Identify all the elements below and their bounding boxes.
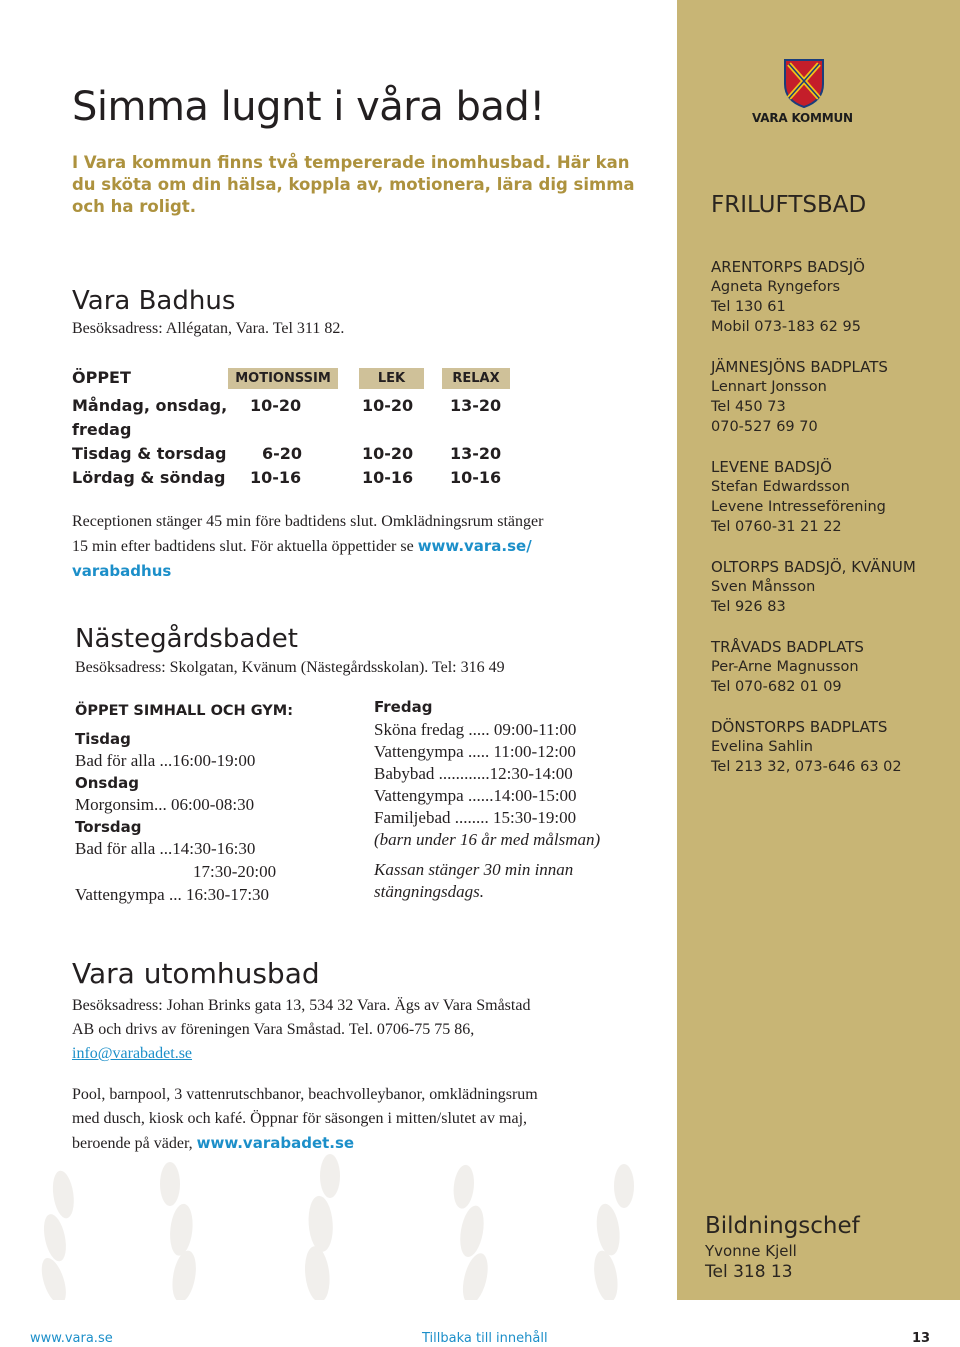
intro-text: I Vara kommun finns två tempererade inomhusbad. Här kan du sköta om din hälsa, koppla av, motionera, lära dig simma och ha roligt. — [72, 153, 635, 216]
schedule-entry: Morgonsim... 06:00-08:30 — [75, 795, 255, 814]
chef-phone: Tel 318 13 — [705, 1262, 793, 1282]
badhus-note-line — [72, 534, 672, 559]
utomhus-line: AB och drivs av föreningen Vara Småstad. Tel. 0706-75 75 86, — [72, 1021, 475, 1038]
utomhus-line: Besöksadress: Johan Brinks gata 13, 534 32 Vara. Ägs av Vara Småstad — [72, 997, 531, 1014]
gym-heading: ÖPPET SIMHALL OCH GYM: — [75, 703, 294, 719]
schedule-entry: Familjebad ........ 15:30-19:00 — [374, 808, 577, 827]
schedule-value: 10-16 — [250, 468, 302, 487]
place-line: Agneta Ryngefors — [711, 279, 841, 295]
place-line: Tel 926 83 — [711, 599, 786, 615]
badhus-address: Besöksadress: Allégatan, Vara. Tel 311 82. — [72, 320, 345, 337]
chef-title: Bildningschef — [705, 1213, 860, 1239]
place-line: Tel 450 73 — [711, 399, 786, 415]
place-line: Evelina Sahlin — [711, 739, 813, 755]
schedule-value: 13-20 — [450, 444, 502, 463]
schedule-entry: Bad för alla ...16:00-19:00 — [75, 751, 256, 770]
place-block — [711, 717, 902, 777]
badhus-title: Vara Badhus — [72, 286, 236, 316]
column-header: MOTIONSSIM — [228, 368, 338, 389]
place-block — [711, 257, 865, 337]
badhus-link-cont[interactable]: varabadhus — [72, 562, 172, 580]
page-title: Simma lugnt i våra bad! — [72, 84, 545, 130]
place-line: Tel 070-682 01 09 — [711, 679, 842, 695]
schedule-value: 10-20 — [362, 444, 414, 463]
schedule-value: 10-20 — [362, 396, 414, 415]
schedule-day: Måndag, onsdag, — [72, 396, 228, 415]
place-line: Mobil 073-183 62 95 — [711, 319, 861, 335]
logo-text: VARA KOMMUN — [752, 111, 853, 125]
schedule-entry: Sköna fredag ..... 09:00-11:00 — [374, 720, 577, 739]
utomhus-desc-line — [72, 1131, 672, 1156]
place-line: Levene Intresseförening — [711, 499, 886, 515]
utomhus-desc-line: med dusch, kiosk och kafé. Öppnar för säsongen i mitten/slutet av maj, — [72, 1110, 528, 1127]
schedule-day: Torsdag — [75, 818, 142, 836]
place-line: Tel 213 32, 073-646 63 02 — [711, 759, 902, 775]
schedule-value: 10-16 — [362, 468, 414, 487]
place-block — [711, 357, 888, 437]
nastegard-title: Nästegårdsbadet — [75, 624, 298, 654]
badhus-link[interactable]: www.vara.se/ — [417, 537, 532, 555]
varabadet-link[interactable]: www.varabadet.se — [196, 1134, 355, 1152]
footer-site-link[interactable]: www.vara.se — [30, 1331, 113, 1346]
badhus-note-text: 15 min efter badtidens slut. För aktuella öppettider se — [72, 538, 414, 555]
sidebar-title: FRILUFTSBAD — [711, 192, 867, 218]
schedule-label: ÖPPET — [72, 368, 131, 387]
schedule-row — [72, 396, 512, 420]
place-line: Lennart Jonsson — [711, 379, 827, 395]
schedule-row — [72, 468, 512, 492]
place-name: JÄMNESJÖNS BADPLATS — [711, 358, 888, 376]
footer-back-link[interactable]: Tillbaka till innehåll — [422, 1331, 548, 1346]
place-line: Per-Arne Magnusson — [711, 659, 859, 675]
schedule-value: 10-16 — [450, 468, 502, 487]
schedule-entry: Vattengympa ... 16:30-17:30 — [75, 885, 270, 904]
place-block — [711, 457, 886, 537]
schedule-row — [72, 444, 512, 468]
schedule-day: Tisdag & torsdag — [72, 444, 227, 463]
utomhus-line — [72, 1042, 672, 1066]
page-number: 13 — [912, 1331, 931, 1346]
schedule-entry: 17:30-20:00 — [193, 862, 277, 881]
utomhus-info — [72, 994, 672, 1066]
utomhus-desc-text: beroende på väder, — [72, 1135, 193, 1152]
schedule-day: Tisdag — [75, 730, 131, 748]
place-block — [711, 637, 864, 697]
schedule-value: 13-20 — [450, 396, 502, 415]
email-link[interactable]: info@varabadet.se — [72, 1045, 193, 1062]
place-name: LEVENE BADSJÖ — [711, 458, 832, 476]
badhus-note-line: Receptionen stänger 45 min före badtidens slut. Omklädningsrum stänger — [72, 513, 544, 530]
schedule-day: Lördag & söndag — [72, 468, 226, 487]
schedule-value: 6-20 — [262, 444, 303, 463]
schedule-entry: Vattengympa ......14:00-15:00 — [374, 786, 577, 805]
place-name: TRÅVADS BADPLATS — [711, 638, 864, 656]
nastegard-left-schedule — [75, 730, 345, 908]
schedule-entry: Babybad ............12:30-14:00 — [374, 764, 573, 783]
schedule-entry: Vattengympa ..... 11:00-12:00 — [374, 742, 576, 761]
place-name: ARENTORPS BADSJÖ — [711, 258, 865, 276]
place-line: 070-527 69 70 — [711, 419, 818, 435]
badhus-note-line — [72, 559, 672, 584]
place-line: Sven Månsson — [711, 579, 816, 595]
schedule-header — [72, 368, 512, 390]
vara-kommun-crest-icon — [783, 58, 825, 108]
schedule-note: (barn under 16 år med målsman) — [374, 830, 601, 849]
schedule-value: 10-20 — [250, 396, 302, 415]
chef-name: Yvonne Kjell — [705, 1242, 797, 1260]
utomhus-desc-line: Pool, barnpool, 3 vattenrutschbanor, beachvolleybanor, omklädningsrum — [72, 1086, 538, 1103]
schedule-day: Fredag — [374, 698, 433, 716]
nastegard-address: Besöksadress: Skolgatan, Kvänum (Nästegårdsskolan). Tel: 316 49 — [75, 659, 505, 676]
nastegard-right-schedule — [374, 698, 654, 904]
utomhus-title: Vara utomhusbad — [72, 957, 320, 990]
schedule-day: Onsdag — [75, 774, 139, 792]
closing-note: Kassan stänger 30 min innan — [374, 860, 574, 879]
schedule-row-cont — [72, 420, 512, 444]
place-name: DÖNSTORPS BADPLATS — [711, 718, 888, 736]
place-name: OLTORPS BADSJÖ, KVÄNUM — [711, 558, 916, 576]
wheat-decoration — [0, 1150, 677, 1300]
utomhus-desc — [72, 1083, 672, 1156]
place-block — [711, 557, 916, 617]
schedule-entry: Bad för alla ...14:30-16:30 — [75, 839, 256, 858]
closing-note: stängningsdags. — [374, 882, 485, 901]
column-header: LEK — [359, 368, 424, 389]
place-line: Stefan Edwardsson — [711, 479, 850, 495]
badhus-note — [72, 510, 672, 584]
schedule-day: fredag — [72, 420, 132, 439]
column-header: RELAX — [442, 368, 510, 389]
place-line: Tel 130 61 — [711, 299, 786, 315]
place-line: Tel 0760-31 21 22 — [711, 519, 842, 535]
